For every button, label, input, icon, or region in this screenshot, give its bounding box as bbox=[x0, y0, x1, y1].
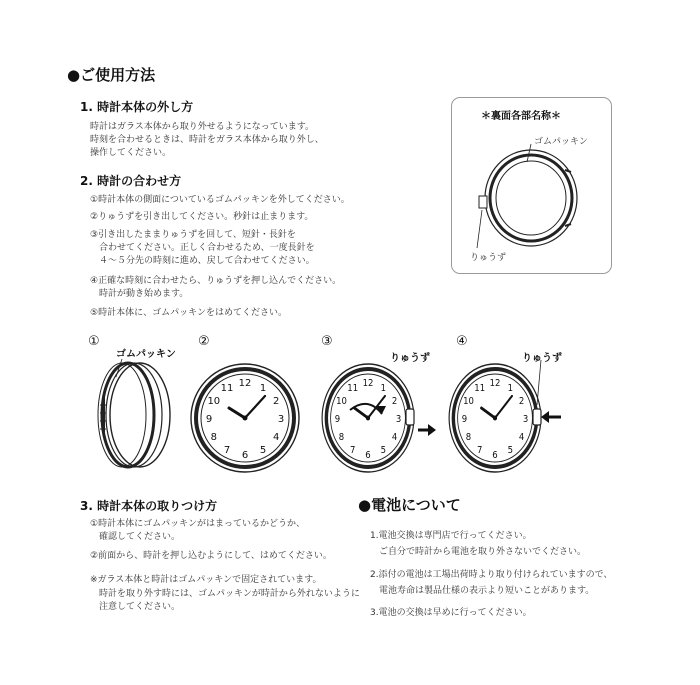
dial-number: 3 bbox=[395, 413, 402, 426]
back-gasket-label: ゴムパッキン bbox=[534, 137, 588, 147]
section3-note: 時計を取り外す時には、ゴムパッキンが時計から外れないように bbox=[90, 589, 360, 599]
battery-line: 1.電池交換は専門店で行ってください。 bbox=[370, 531, 532, 541]
dial-number: 1 bbox=[259, 382, 267, 394]
dial-number: 6 bbox=[365, 449, 371, 462]
dial-number: 2 bbox=[273, 396, 280, 407]
dial-number: 11 bbox=[220, 382, 234, 394]
dial-number: 10 bbox=[336, 395, 347, 408]
dial-number: 10 bbox=[207, 396, 221, 407]
dial-number: 1 bbox=[507, 382, 514, 395]
dial-number: 8 bbox=[338, 431, 345, 444]
section2-step: 合わせてください。正しく合わせるため、一度長針を bbox=[90, 243, 315, 253]
battery-line: 3.電池の交換は早めに行ってください。 bbox=[370, 608, 532, 618]
dial-number: 9 bbox=[334, 413, 341, 426]
dial-number: 7 bbox=[476, 444, 483, 457]
section3-note: 注意してください。 bbox=[90, 602, 181, 612]
battery-line: 2.添付の電池は工場出荷時より取り付けられていますので、 bbox=[370, 570, 613, 580]
section2-step: ⑤時計本体に、ゴムパッキンをはめてください。 bbox=[90, 308, 287, 318]
dial-number: 3 bbox=[277, 414, 285, 425]
figure-number: ③ bbox=[321, 334, 333, 349]
section1-line: 時刻を合わせるときは、時計をガラス本体から取り外し、 bbox=[90, 135, 324, 145]
section2-step: ③引き出したままりゅうずを回して、短針・長針を bbox=[90, 230, 296, 240]
dial-number: 7 bbox=[349, 444, 356, 457]
fig2-face bbox=[191, 364, 299, 472]
battery-line: ご自分で時計から電池を取り外さないでください。 bbox=[370, 547, 587, 557]
section3-heading: 3. 時計本体の取りつけ方 bbox=[80, 499, 218, 513]
figure-number: ① bbox=[88, 334, 100, 349]
dial-number: 5 bbox=[380, 444, 387, 457]
dial-number: 11 bbox=[474, 382, 486, 395]
dial-number: 10 bbox=[463, 395, 474, 408]
battery-line: 電池寿命は製品仕様の表示より短いことがあります。 bbox=[370, 586, 595, 596]
dial-number: 6 bbox=[492, 449, 498, 462]
fig4-face bbox=[449, 364, 541, 472]
section1-line: 操作してください。 bbox=[90, 148, 172, 158]
fig2-clock bbox=[187, 360, 303, 476]
back-panel-title: ＊裏面各部名称＊ bbox=[481, 111, 561, 122]
section3-note: ※ガラス本体と時計はゴムパッキンで固定されています。 bbox=[90, 575, 322, 585]
dial-number: 4 bbox=[518, 431, 525, 444]
dial-number: 9 bbox=[461, 413, 468, 426]
dial-number: 4 bbox=[273, 432, 280, 443]
section2-step: ④正確な時刻に合わせたら、りゅうずを押し込んでください。 bbox=[90, 276, 342, 286]
dial-number: 2 bbox=[518, 395, 525, 408]
section2-heading: 2. 時計の合わせ方 bbox=[80, 174, 182, 188]
section3-step: ①時計本体にゴムパッキンがはまっているかどうか、 bbox=[90, 519, 305, 529]
dial-number: 9 bbox=[205, 414, 213, 425]
section1-line: 時計はガラス本体から取り外せるようになっています。 bbox=[90, 122, 315, 132]
section2-step: 時計が動き始めます。 bbox=[90, 289, 189, 299]
fig3-face bbox=[322, 364, 414, 472]
section2-step: ４～５分先の時刻に進め、戻して合わせてください。 bbox=[90, 256, 315, 266]
fig4-crown-label: りゅうず bbox=[522, 353, 562, 364]
figure-number: ② bbox=[198, 334, 210, 349]
fig1-gasket-illustration bbox=[90, 355, 180, 475]
usage-title: ●ご使用方法 bbox=[67, 66, 156, 84]
dial-number: 12 bbox=[238, 378, 252, 389]
section3-step: 確認してください。 bbox=[90, 532, 181, 542]
dial-number: 1 bbox=[380, 382, 387, 395]
fig4-clock bbox=[445, 360, 565, 476]
dial-number: 8 bbox=[465, 431, 472, 444]
dial-number: 3 bbox=[522, 413, 529, 426]
fig1-gasket-label: ゴムパッキン bbox=[116, 349, 176, 360]
dial-number: 7 bbox=[223, 445, 231, 457]
battery-title: ●電池について bbox=[358, 496, 461, 514]
section3-step: ②前面から、時計を押し込むようにして、はめてください。 bbox=[90, 551, 332, 561]
dial-number: 12 bbox=[489, 377, 501, 390]
back-crown-label: りゅうず bbox=[470, 253, 507, 263]
dial-number: 6 bbox=[241, 450, 249, 461]
dial-number: 5 bbox=[507, 444, 514, 457]
dial-number: 8 bbox=[210, 432, 217, 443]
section1-heading: 1. 時計本体の外し方 bbox=[80, 100, 194, 114]
figure-number: ④ bbox=[456, 334, 468, 349]
dial-number: 2 bbox=[391, 395, 398, 408]
dial-number: 12 bbox=[362, 377, 374, 390]
fig3-clock bbox=[318, 360, 434, 476]
dial-number: 11 bbox=[347, 382, 359, 395]
fig3-crown-label: りゅうず bbox=[390, 353, 430, 364]
section2-step: ②りゅうずを引き出してください。秒針は止まります。 bbox=[90, 212, 314, 222]
back-clock-illustration bbox=[465, 140, 585, 260]
section2-step: ①時計本体の側面についているゴムパッキンを外してください。 bbox=[90, 195, 350, 205]
dial-number: 5 bbox=[259, 445, 267, 457]
dial-number: 4 bbox=[391, 431, 398, 444]
